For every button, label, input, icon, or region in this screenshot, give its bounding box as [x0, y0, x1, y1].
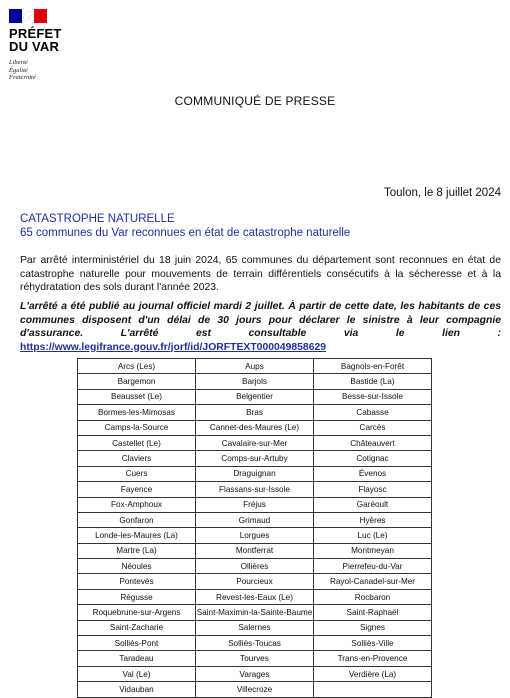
commune-cell	[314, 682, 432, 697]
table-row	[78, 589, 432, 604]
commune-cell: Fréjus	[196, 497, 314, 512]
commune-cell: Roquebrune-sur-Argens	[78, 605, 196, 620]
commune-cell: Garéoult	[314, 497, 432, 512]
commune-cell: Bastide (La)	[314, 374, 432, 389]
table-row	[78, 651, 432, 666]
prefecture-logo	[9, 9, 69, 82]
table-row	[78, 420, 432, 435]
commune-cell: Saint-Raphaël	[314, 605, 432, 620]
commune-cell: Carcès	[314, 420, 432, 435]
institution-name	[9, 27, 69, 53]
commune-cell: Beausset (Le)	[78, 389, 196, 404]
motto-egalite: Égalité	[9, 66, 28, 74]
commune-cell: Régusse	[78, 589, 196, 604]
document-date: Toulon, le 8 juillet 2024	[384, 187, 501, 199]
commune-cell: Solliès-Toucas	[196, 636, 314, 651]
commune-cell: Saint-Maximin-la-Sainte-Baume	[196, 605, 314, 620]
table-row	[78, 574, 432, 589]
commune-cell: Arcs (Les)	[78, 359, 196, 374]
commune-cell: Fox-Amphoux	[78, 497, 196, 512]
commune-cell: Cavalaire-sur-Mer	[196, 435, 314, 450]
table-row	[78, 682, 432, 697]
paragraph-publication-text: L'arrêté a été publié au journal officiel mardi 2 juillet. À partir de cette date, les habitants de ces communes disposent d'un délai de 30 jours pour déclarer le sinistre à leur compagnie d'assurance. L'arrêté est consultable via le lien :	[20, 301, 501, 339]
commune-cell: Val (Le)	[78, 666, 196, 681]
republic-motto	[9, 59, 69, 82]
table-row	[78, 605, 432, 620]
table-row	[78, 666, 432, 681]
commune-cell: Châteauvert	[314, 435, 432, 450]
legifrance-link[interactable]: https://www.legifrance.gouv.fr/jorf/id/JORFTEXT000049858629	[20, 341, 327, 353]
commune-cell: Besse-sur-Issole	[314, 389, 432, 404]
commune-cell: Draguignan	[196, 466, 314, 481]
motto-liberte: Liberté	[9, 59, 28, 66]
table-row	[78, 559, 432, 574]
commune-cell: Pierrefeu-du-Var	[314, 559, 432, 574]
commune-cell: Pontevès	[78, 574, 196, 589]
table-row	[78, 512, 432, 527]
commune-cell: Bras	[196, 405, 314, 420]
table-row	[78, 374, 432, 389]
commune-cell: Taradeau	[78, 651, 196, 666]
commune-cell: Claviers	[78, 451, 196, 466]
commune-cell: Bargemon	[78, 374, 196, 389]
commune-cell: Comps-sur-Artuby	[196, 451, 314, 466]
commune-cell: Rayol-Canadel-sur-Mer	[314, 574, 432, 589]
table-row	[78, 543, 432, 558]
commune-cell: Flayosc	[314, 482, 432, 497]
commune-cell: Revest-les-Eaux (Le)	[196, 589, 314, 604]
marianne-logo-icon	[9, 9, 47, 23]
heading-subject: 65 communes du Var reconnues en état de catastrophe naturelle	[20, 227, 351, 239]
commune-cell: Trans-en-Provence	[314, 651, 432, 666]
commune-cell: Signes	[314, 620, 432, 635]
table-row	[78, 389, 432, 404]
commune-cell: Solliès-Ville	[314, 636, 432, 651]
commune-cell: Belgentier	[196, 389, 314, 404]
table-row	[78, 528, 432, 543]
commune-cell: Solliès-Pont	[78, 636, 196, 651]
table-row	[78, 359, 432, 374]
table-row	[78, 620, 432, 635]
commune-cell: Luc (Le)	[314, 528, 432, 543]
commune-cell: Rocbaron	[314, 589, 432, 604]
table-row	[78, 636, 432, 651]
commune-cell: Fayence	[78, 482, 196, 497]
commune-cell: Cuers	[78, 466, 196, 481]
commune-cell: Martre (La)	[78, 543, 196, 558]
table-row	[78, 405, 432, 420]
commune-cell: Verdière (La)	[314, 666, 432, 681]
commune-cell: Salernes	[196, 620, 314, 635]
commune-cell: Évenos	[314, 466, 432, 481]
commune-cell: Montmeyan	[314, 543, 432, 558]
heading-category: CATASTROPHE NATURELLE	[20, 213, 175, 225]
commune-cell: Ollières	[196, 559, 314, 574]
document-title: COMMUNIQUÉ DE PRESSE	[174, 94, 336, 108]
communes-table	[77, 358, 432, 698]
table-row	[78, 451, 432, 466]
commune-cell: Gonfaron	[78, 512, 196, 527]
commune-cell: Vidauban	[78, 682, 196, 697]
commune-cell: Londe-les-Maures (La)	[78, 528, 196, 543]
commune-cell: Grimaud	[196, 512, 314, 527]
institution-line-2: DU VAR	[9, 39, 60, 54]
commune-cell: Cotignac	[314, 451, 432, 466]
paragraph-publication	[20, 300, 501, 354]
commune-cell: Hyères	[314, 512, 432, 527]
commune-cell: Varages	[196, 666, 314, 681]
commune-cell: Barjols	[196, 374, 314, 389]
commune-cell: Cannet-des-Maures (Le)	[196, 420, 314, 435]
commune-cell: Camps-la-Source	[78, 420, 196, 435]
commune-cell: Villecroze	[196, 682, 314, 697]
motto-fraternite: Fraternité	[9, 74, 36, 81]
table-row	[78, 466, 432, 481]
commune-cell: Flassans-sur-Issole	[196, 482, 314, 497]
commune-cell: Bormes-les-Mimosas	[78, 405, 196, 420]
commune-cell: Bagnols-en-Forêt	[314, 359, 432, 374]
paragraph-arrete: Par arrêté interministériel du 18 juin 2024, 65 communes du département sont reconnues en état de catastrophe naturelle pour mouvements de terrain différentiels consécutifs à la sécheresse et à la réhydratation des sols durant l'année 2023.	[20, 255, 501, 293]
commune-cell: Montferrat	[196, 543, 314, 558]
table-row	[78, 497, 432, 512]
commune-cell: Tourves	[196, 651, 314, 666]
commune-cell: Saint-Zacharie	[78, 620, 196, 635]
commune-cell: Lorgues	[196, 528, 314, 543]
commune-cell: Castellet (Le)	[78, 435, 196, 450]
commune-cell: Néoules	[78, 559, 196, 574]
commune-cell: Pourcieux	[196, 574, 314, 589]
table-row	[78, 482, 432, 497]
institution-line-1: PRÉFET	[9, 26, 62, 41]
table-row	[78, 435, 432, 450]
commune-cell: Cabasse	[314, 405, 432, 420]
commune-cell: Aups	[196, 359, 314, 374]
